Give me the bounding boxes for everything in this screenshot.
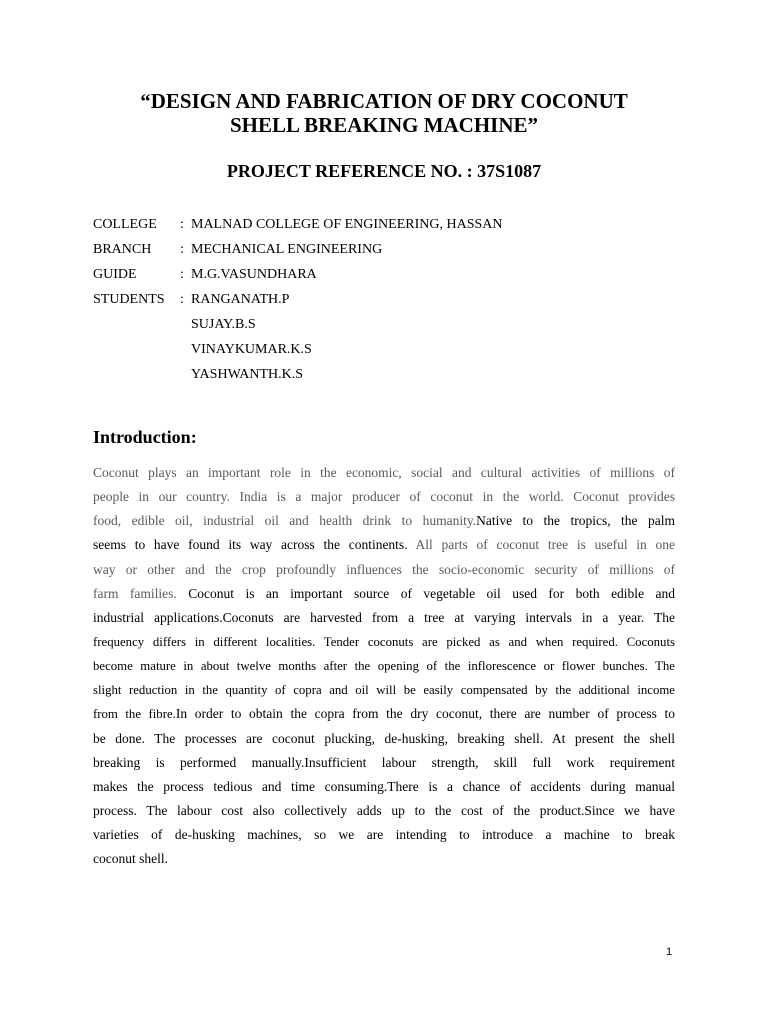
section-heading-introduction: Introduction:: [93, 427, 197, 447]
paragraph-line: [93, 533, 675, 557]
paragraph-line: varieties of de-husking machines, so we are intending to introduce a machine to break: [93, 827, 675, 843]
detail-colon: :: [180, 217, 184, 232]
student-name: VINAYKUMAR.K.S: [191, 342, 312, 357]
detail-label: GUIDE: [93, 267, 137, 282]
project-reference: PROJECT REFERENCE NO. : 37S1087: [226, 161, 542, 181]
text-run: Native to the tropics, the palm: [476, 513, 675, 529]
text-run: All parts of coconut tree is useful in one: [407, 537, 675, 553]
paragraph-line: way or other and the crop profoundly influences the socio-economic security of millions of: [93, 561, 675, 577]
paragraph-line: process. The labour cost also collectively adds up to the cost of the product.Since we have: [93, 802, 675, 818]
detail-label: STUDENTS: [93, 292, 165, 307]
text-run: food, edible oil, industrial oil and health drink to humanity.: [93, 513, 477, 529]
paragraph-line: coconut shell.: [93, 851, 168, 867]
student-name: SUJAY.B.S: [191, 317, 256, 332]
paragraph-line: [93, 702, 675, 726]
detail-colon: :: [180, 292, 184, 307]
text-run: Coconut is an important source of vegetable oil used for both edible and: [188, 585, 675, 601]
detail-colon: :: [180, 242, 184, 257]
text-run: from the fibre.: [93, 707, 176, 722]
paragraph-line: Coconut plays an important role in the economic, social and cultural activities of millions of: [93, 465, 675, 480]
paragraph-line: slight reduction in the quantity of copra and oil will be easily compensated by the additional income: [93, 683, 675, 698]
paragraph-line: become mature in about twelve months after the opening of the inflorescence or flower bunches. The: [93, 659, 675, 674]
paragraph-line: breaking is performed manually.Insufficient labour strength, skill full work requirement: [93, 754, 675, 770]
title-line-2: SHELL BREAKING MACHINE”: [229, 113, 539, 137]
paragraph-line: [93, 509, 675, 533]
detail-label: BRANCH: [93, 242, 152, 257]
detail-colon: :: [180, 267, 184, 282]
introduction-paragraph: [93, 461, 675, 871]
page-number: 1: [666, 946, 673, 958]
detail-value: M.G.VASUNDHARA: [191, 267, 317, 282]
paragraph-line: [93, 582, 675, 606]
paragraph-line: industrial applications.Coconuts are harvested from a tree at varying intervals in a year. The: [93, 609, 675, 625]
title-line-1: “DESIGN AND FABRICATION OF DRY COCONUT: [140, 89, 628, 113]
text-run: seems to have found its way across the continents.: [93, 537, 408, 553]
paragraph-line: be done. The processes are coconut plucking, de-husking, breaking shell. At present the shell: [93, 730, 675, 746]
detail-label: COLLEGE: [93, 217, 157, 232]
paragraph-line: people in our country. India is a major producer of coconut in the world. Coconut provides: [93, 489, 675, 505]
paragraph-line: frequency differs in different localities. Tender coconuts are picked as and when required. Coconuts: [93, 634, 675, 649]
text-run: farm families.: [93, 585, 189, 601]
text-run: In order to obtain the copra from the dry coconut, there are number of process to: [175, 706, 676, 722]
detail-value: MECHANICAL ENGINEERING: [191, 242, 383, 257]
student-name: YASHWANTH.K.S: [191, 367, 304, 382]
detail-value: MALNAD COLLEGE OF ENGINEERING, HASSAN: [191, 217, 503, 232]
document-title: [60, 89, 708, 137]
student-name: RANGANATH.P: [191, 292, 290, 307]
paragraph-line: makes the process tedious and time consuming.There is a chance of accidents during manual: [93, 778, 675, 794]
